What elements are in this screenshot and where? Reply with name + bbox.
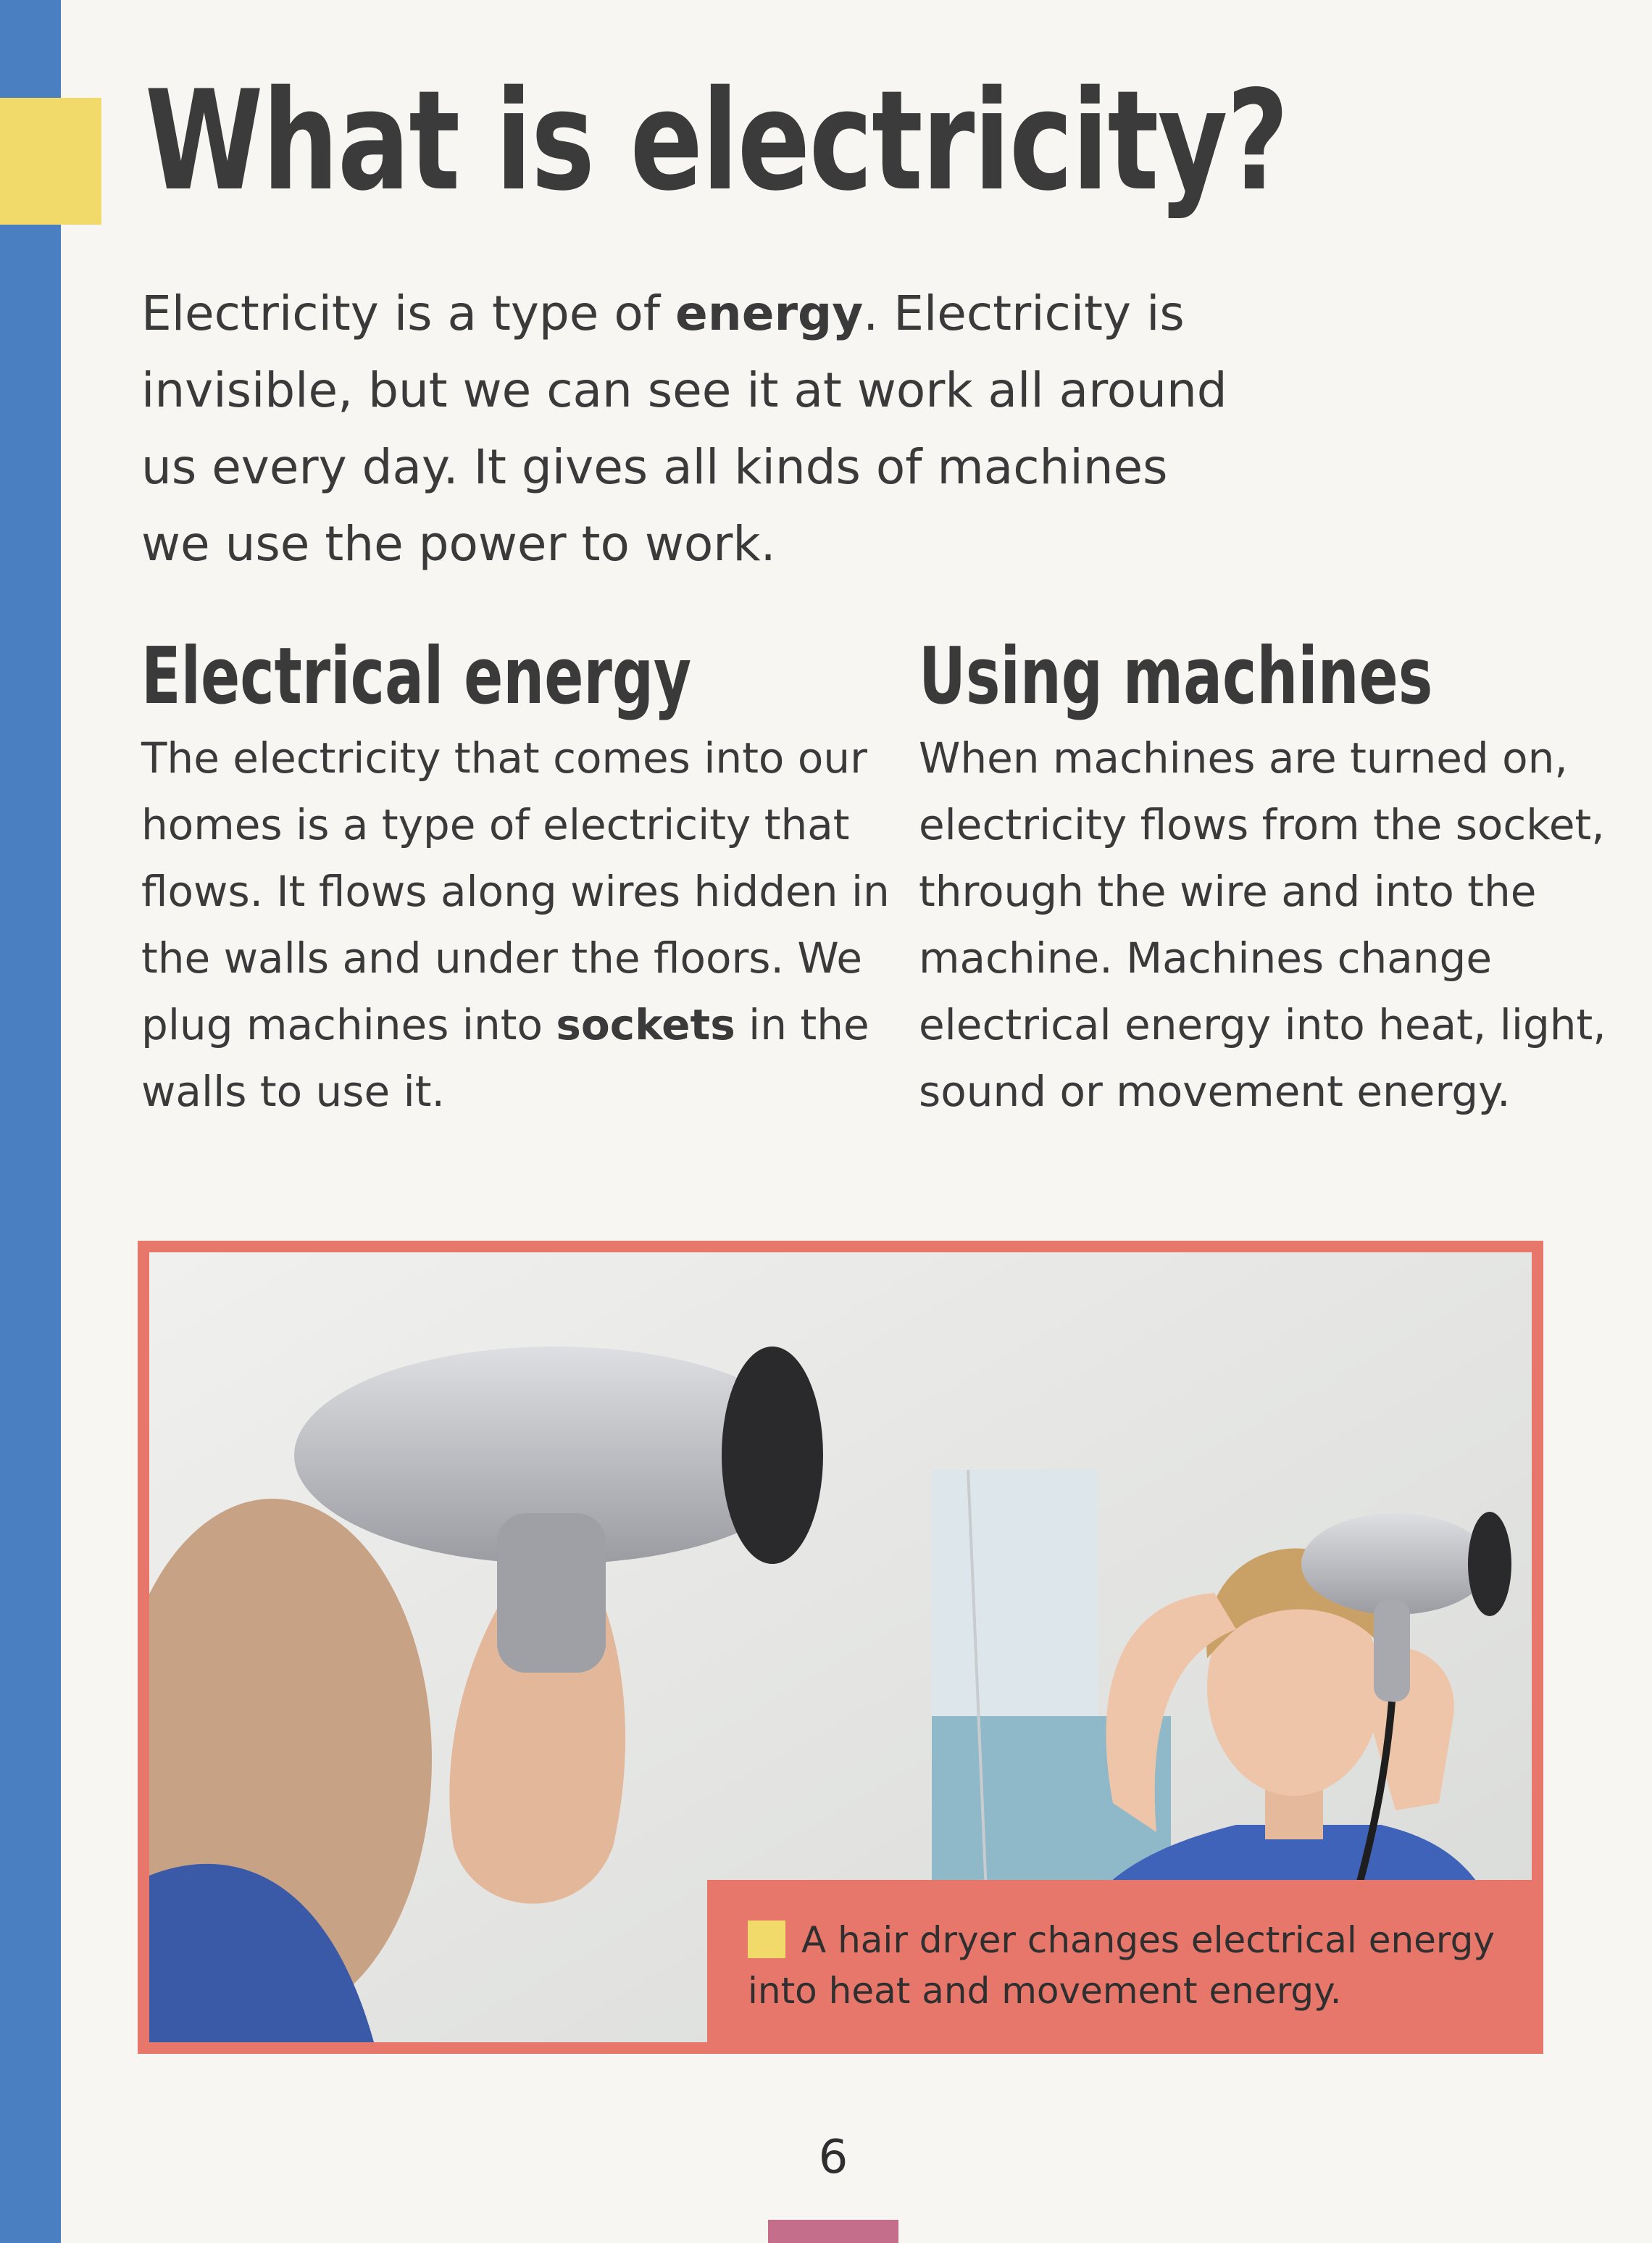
intro-paragraph	[141, 275, 1228, 583]
title-accent-block	[0, 98, 101, 225]
large-dryer-handle	[497, 1513, 606, 1673]
section-text-end: in the walls to use it.	[141, 1000, 869, 1116]
section-body: When machines are turned on, electricity flows from the socket, through the wire and into the machine. Machines change electrical energy into heat, light, sound or movement energy.	[919, 733, 1606, 1116]
section-heading: Electrical energy	[141, 631, 692, 722]
section-electrical-energy	[141, 631, 895, 1125]
small-dryer-handle	[1374, 1600, 1410, 1702]
left-blue-stripe	[0, 0, 61, 2243]
bottom-edge-tab	[768, 2220, 898, 2243]
page-title: What is electricity?	[145, 61, 1288, 221]
caption-bullet-square	[748, 1921, 785, 1958]
large-dryer-nozzle	[722, 1347, 823, 1564]
caption-text: A hair dryer changes electrical energy into heat and movement energy.	[748, 1919, 1495, 2012]
hair-dryer-photo	[149, 1252, 1532, 2042]
small-dryer-nozzle	[1468, 1512, 1511, 1616]
section-body	[141, 725, 895, 1125]
section-using-machines	[919, 631, 1614, 1125]
photo-caption	[707, 1880, 1532, 2042]
section-bold-term: sockets	[556, 1000, 735, 1049]
small-hair-dryer-icon	[1301, 1513, 1490, 1615]
section-heading: Using machines	[919, 631, 1433, 722]
intro-text-start: Electricity is a type of	[141, 286, 675, 341]
intro-bold-term: energy	[675, 286, 864, 341]
section-text-start: The electricity that comes into our homes is a type of electricity that flows. It flows along wires hidden in the walls and under the floors. We plug machines into	[141, 733, 890, 1049]
photo-frame	[138, 1241, 1543, 2054]
intro-text-end: . Electricity is invisible, but we can see it at work all around us every day. It gives all kinds of machines we use the power to work.	[141, 286, 1227, 572]
page-number: 6	[818, 2131, 848, 2184]
